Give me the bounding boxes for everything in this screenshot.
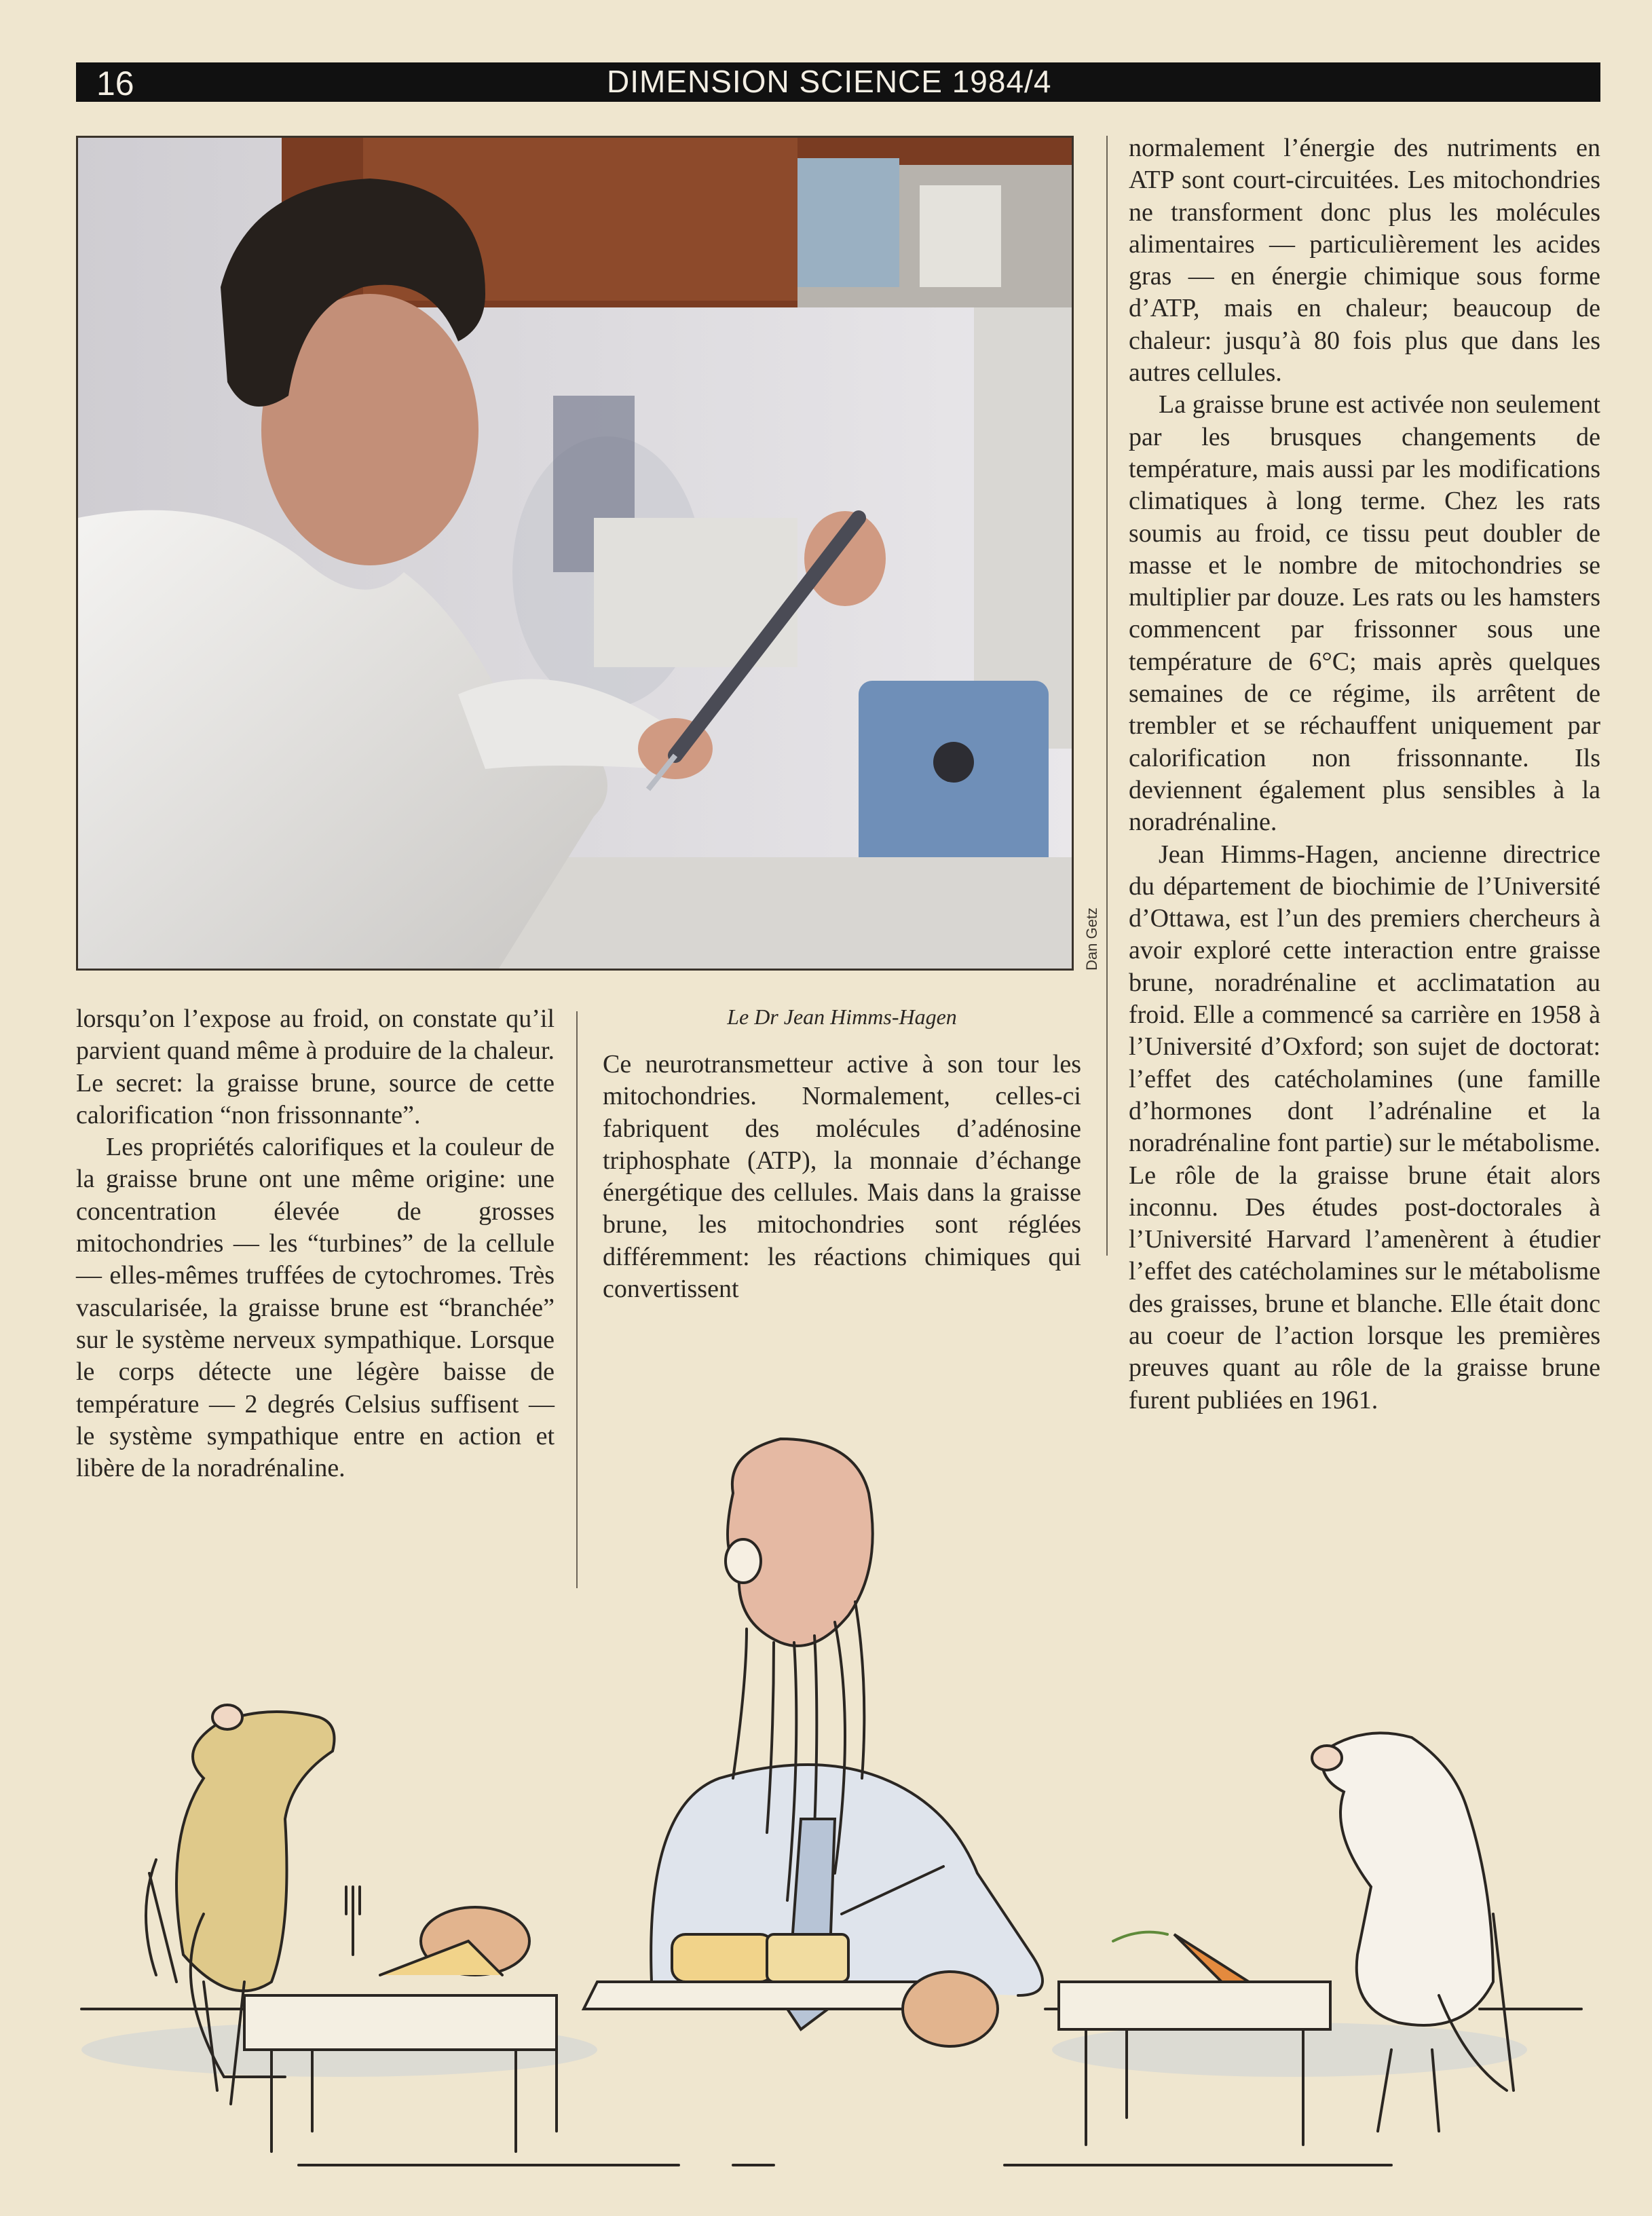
photo-credit: Dan Getz (1083, 907, 1100, 971)
page-header (76, 62, 1600, 102)
paragraph: lorsqu’on l’expose au froid, on constate qu’il parvient quand même à produire de la chaleur. Le secret: la graisse brune, source de cette calorification “non frissonnante”. (76, 1004, 555, 1129)
paragraph: Les propriétés calorifiques et la couleur de la graisse brune ont une même origine: une concentration élevée de grosses mitochondries — les “turbines” de la cellule — elles-mêmes truffées de cytochromes. Très vascularisée, la graisse brune est “branchée” sur le système nerveux sympathique. Lorsque le corps détecte une légère baisse de température — 2 degrés Celsius suffisent — le système sympathique entre en action et libère de la noradrénaline. (76, 1133, 555, 1483)
article-column-3 (1129, 132, 1600, 1416)
column-rule (1106, 136, 1108, 1256)
photo-caption: Le Dr Jean Himms-Hagen (727, 1004, 957, 1029)
paragraph: Ce neurotransmetteur active à son tour les mitochondries. Normalement, celles-ci fabriquent des molécules d’adénosine triphosphate (ATP), la monnaie d’échange énergétique des cellules. Mais dans la graisse brune, les mitochondries sont réglées différemment: les réactions chimiques qui convertissent (603, 1050, 1081, 1304)
publication-title: DIMENSION SCIENCE 1984/4 (607, 64, 1052, 99)
scientist-photo (76, 136, 1074, 971)
article-column-2 (603, 1049, 1081, 1305)
page-number: 16 (96, 64, 134, 102)
paragraph: Jean Himms-Hagen, ancienne directrice du département de biochimie de l’Université d’Ottawa, est l’un des premiers chercheurs à avoir exploré cette interaction entre graisse brune, noradrénaline et acclimatation au froid. Elle a commencé sa carrière en 1958 à l’Université d’Oxford; son sujet de doctorat: l’effet des catécholamines (une famille d’hormones dont l’adrénaline et la noradrénaline font partie) sur le métabolisme. Le rôle de la graisse brune était alors inconnu. Des études post-doctorales à l’Université Harvard l’amenèrent à étudier l’effet des catécholamines sur le métabolisme des graisses, brune et blanche. Elle était donc au coeur de l’action lorsque les premières preuves quant au rôle de la graisse brune furent publiées en 1961. (1129, 840, 1600, 1414)
paragraph: normalement l’énergie des nutriments en ATP sont court-circuitées. Les mitochondries ne transforment donc plus les molécules alimentaires — particulièrement les acides gras — en énergie chimique sous forme d’ATP, mais en chaleur; beaucoup de chaleur: jusqu’à 80 fois plus que dans les autres cellules. (1129, 134, 1600, 388)
paragraph: La graisse brune est activée non seulement par les brusques changements de température, mais aussi par les modifications climatiques à long terme. Chez les rats soumis au froid, ce tissu peut doubler de masse et le nombre de mitochondries se multiplier par douze. Les rats ou les hamsters commencent par frissonner sous une température de 6°C; mais après quelques semaines de ce régime, ils arrêtent de trembler et se réchauffent uniquement par calorification non frissonnante. Ils deviennent également plus sensibles à la noradrénaline. (1129, 390, 1600, 837)
cartoon-illustration (0, 1398, 1652, 2213)
